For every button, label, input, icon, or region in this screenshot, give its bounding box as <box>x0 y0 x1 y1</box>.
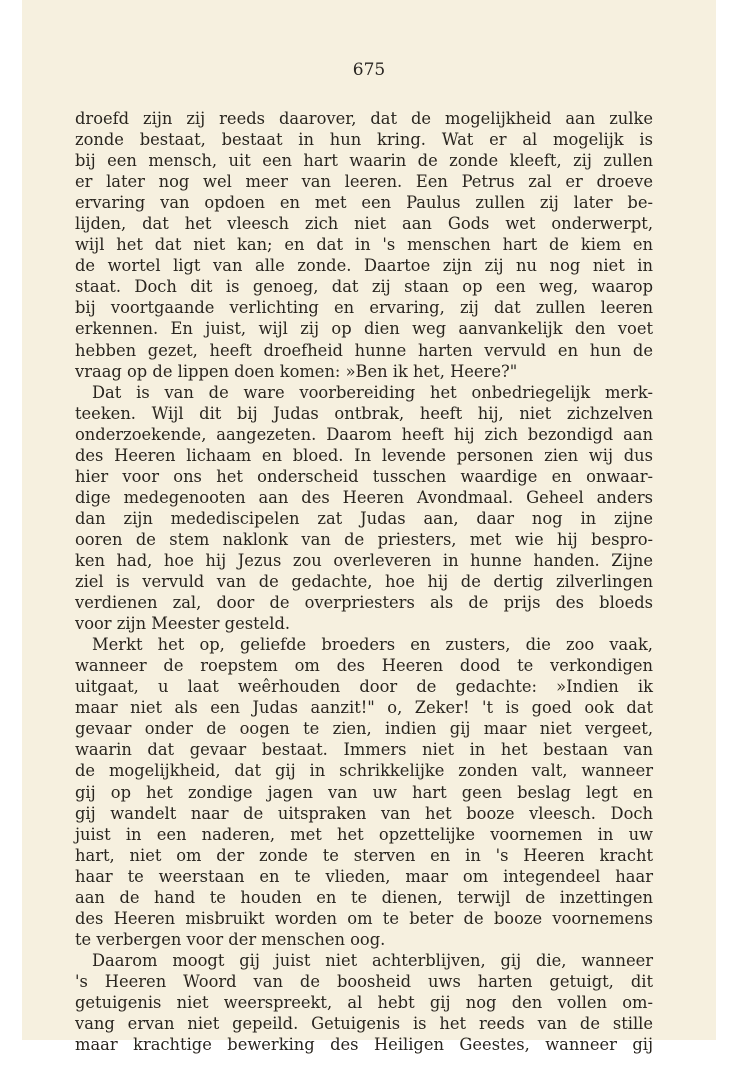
text-line: des Heeren misbruikt worden om te beter de booze voornemens <box>75 908 653 928</box>
text-line: aan de hand te houden en te dienen, terwijl de inzettingen <box>75 887 653 907</box>
text-line: Daarom moogt gij juist niet achterblijven, gij die, wanneer <box>92 950 653 970</box>
text-line: getuigenis niet weerspreekt, al hebt gij nog den vollen om- <box>75 992 653 1012</box>
text-line: onderzoekende, aangezeten. Daarom heeft hij zich bezondigd aan <box>75 424 653 444</box>
text-line: haar te weerstaan en te vlieden, maar om integendeel haar <box>75 866 653 886</box>
text-line: droefd zijn zij reeds daarover, dat de mogelijkheid aan zulke <box>75 109 653 128</box>
text-line: 's Heeren Woord van de boosheid uws harten getuigt, dit <box>75 971 653 991</box>
text-line: ziel is vervuld van de gedachte, hoe hij de dertig zilverlingen <box>75 572 653 592</box>
text-line: voor zijn Meester gesteld. <box>75 614 291 634</box>
text-line: Merkt het op, geliefde broeders en zusters, die zoo vaak, <box>92 635 653 655</box>
text-line: erkennen. En juist, wijl zij op dien weg aanvankelijk den voet <box>75 319 653 339</box>
text-line: ervaring van opdoen en met een Paulus zullen zij later be- <box>75 193 653 213</box>
text-line: gevaar onder de oogen te zien, indien gij maar niet vergeet, <box>75 719 653 739</box>
text-line: waarin dat gevaar bestaat. Immers niet in het bestaan van <box>75 740 653 760</box>
text-line: wijl het dat niet kan; en dat in 's menschen hart de kiem en <box>75 235 653 255</box>
text-line: uitgaat, u laat weêrhouden door de gedachte: »Indien ik <box>75 677 653 697</box>
text-line: maar krachtige bewerking des Heiligen Geestes, wanneer gij <box>75 1035 653 1055</box>
text-line: ken had, hoe hij Jezus zou overleveren in hunne handen. Zijne <box>75 550 653 570</box>
page-number: 675 <box>352 60 386 80</box>
body-text <box>75 108 653 1055</box>
text-line: hier voor ons het onderscheid tusschen waardige en onwaar- <box>75 466 653 486</box>
text-line: ooren de stem naklonk van de priesters, met wie hij bespro- <box>75 529 653 549</box>
text-line: gij op het zondige jagen van uw hart geen beslag legt en <box>75 782 653 802</box>
text-line: hebben gezet, heeft droefheid hunne harten vervuld en hun de <box>75 340 653 360</box>
text-line: dan zijn medediscipelen zat Judas aan, daar nog in zijne <box>75 508 653 528</box>
text-line: verdienen zal, door de overpriesters als de prijs des bloeds <box>75 593 653 613</box>
text-line: staat. Doch dit is genoeg, dat zij staan op een weg, waarop <box>75 277 653 297</box>
text-line: teeken. Wijl dit bij Judas ontbrak, heeft hij, niet zichzelven <box>75 403 653 423</box>
text-line: de mogelijkheid, dat gij in schrikkelijke zonden valt, wanneer <box>75 761 653 781</box>
text-line: gij wandelt naar de uitspraken van het booze vleesch. Doch <box>75 803 653 823</box>
text-line: hart, niet om der zonde te sterven en in 's Heeren kracht <box>75 845 653 865</box>
text-line: de wortel ligt van alle zonde. Daartoe zijn zij nu nog niet in <box>75 256 653 276</box>
text-line: vraag op de lippen doen komen: »Ben ik het, Heere?" <box>75 361 518 381</box>
text-line: er later nog wel meer van leeren. Een Petrus zal er droeve <box>75 172 653 192</box>
text-line: dige medegenooten aan des Heeren Avondmaal. Geheel anders <box>75 487 653 507</box>
text-line: zonde bestaat, bestaat in hun kring. Wat er al mogelijk is <box>75 130 653 150</box>
text-line: des Heeren lichaam en bloed. In levende personen zien wij dus <box>75 445 653 465</box>
text-line: bij een mensch, uit een hart waarin de zonde kleeft, zij zullen <box>75 151 653 171</box>
text-line: lijden, dat het vleesch zich niet aan Gods wet onderwerpt, <box>75 214 653 234</box>
text-line: bij voortgaande verlichting en ervaring, zij dat zullen leeren <box>75 298 653 318</box>
text-line: vang ervan niet gepeild. Getuigenis is het reeds van de stille <box>75 1014 653 1034</box>
text-line: juist in een naderen, met het opzettelijke voornemen in uw <box>75 824 653 844</box>
text-line: Dat is van de ware voorbereiding het onbedriegelijk merk- <box>92 382 653 402</box>
text-line: maar niet als een Judas aanzit!" o, Zeker! 't is goed ook dat <box>75 698 653 718</box>
text-line: wanneer de roepstem om des Heeren dood te verkondigen <box>75 656 653 676</box>
text-line: te verbergen voor der menschen oog. <box>75 929 386 949</box>
